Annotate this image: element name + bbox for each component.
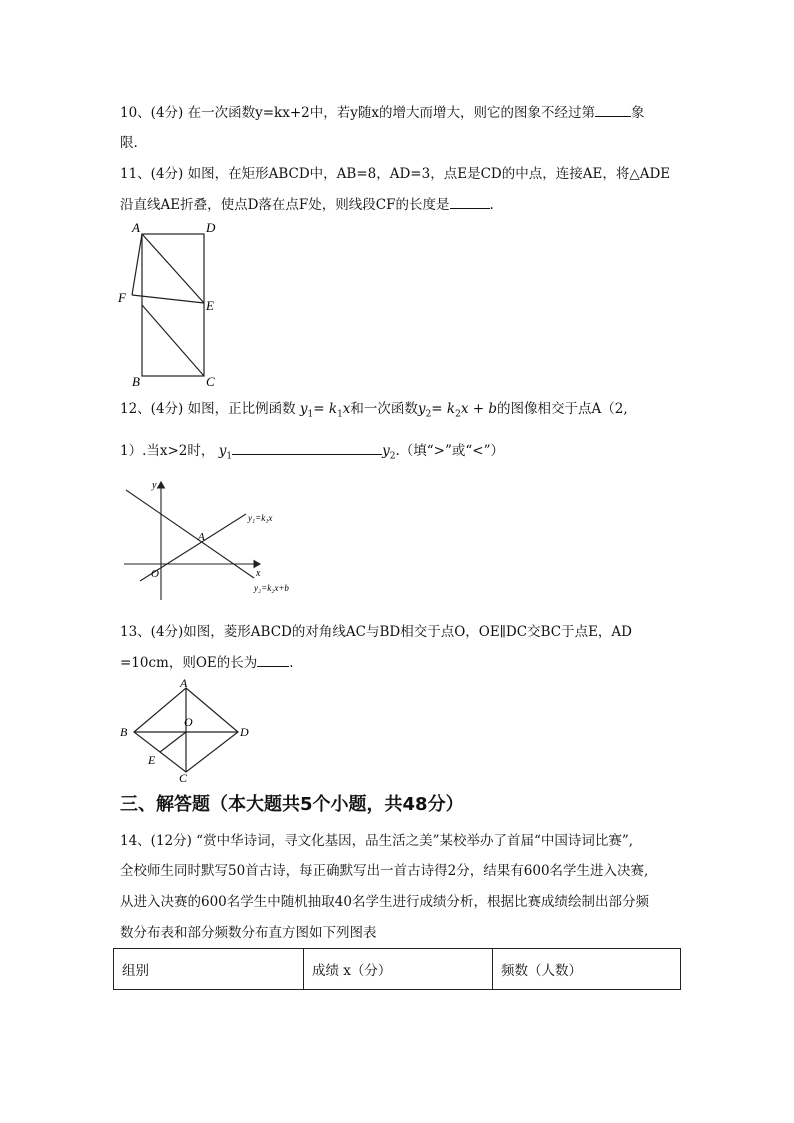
line-y2 xyxy=(126,490,254,578)
q14-line4: 数分布表和部分频数分布直方图如下列图表 xyxy=(120,925,377,941)
table-header-frequency: 频数（人数） xyxy=(501,963,582,979)
segment-oe xyxy=(160,732,186,752)
label-c: C xyxy=(206,374,215,389)
label-e: E xyxy=(206,298,214,313)
x-axis-label: x xyxy=(256,568,261,579)
label-a: A xyxy=(180,676,188,690)
q11-blank[interactable] xyxy=(450,196,490,209)
q14-line3: 从进入决赛的600名学生中随机抽取40名学生进行成绩分析，根据比赛成绩绘制出部分频 xyxy=(120,894,649,910)
q12-line1: 12、(4分) 如图，正比例函数 $y_1= k_1x$和一次函数$y_2= k_2x + b$的图像相交于点A（2, xyxy=(120,401,628,420)
q14-line2: 全校师生同时默写50首古诗，每正确默写出一首古诗得2分，结果有600名学生进入决赛, xyxy=(120,863,649,879)
q11-figure xyxy=(112,218,232,390)
label-e: E xyxy=(148,753,156,767)
q10-blank[interactable] xyxy=(595,104,631,117)
label-d: D xyxy=(206,220,216,235)
q11-line2: 沿直线AE折叠，使点D落在点F处，则线段CF的长度是 . xyxy=(120,197,494,213)
y-axis-label: y xyxy=(152,480,157,491)
section-heading: 三、解答题（本大题共5个小题，共48分） xyxy=(120,794,464,815)
origin-label: O xyxy=(151,568,159,580)
point-a-label: A xyxy=(198,531,205,543)
q13-line1: 13、(4分)如图，菱形ABCD的对角线AC与BD相交于点O，OE∥DC交BC于点E，AD xyxy=(120,624,633,640)
line-y2-label: y₂=k₂x+b xyxy=(254,583,289,593)
segment-fc xyxy=(142,305,204,376)
table-header-group: 组别 xyxy=(114,949,304,989)
q12-blank[interactable] xyxy=(232,442,382,455)
q13-figure xyxy=(116,676,256,784)
q13-line2: =10cm，则OE的长为 . xyxy=(120,655,294,671)
label-f: F xyxy=(118,290,126,305)
q14-line1: 14、(12分) “赏中华诗词，寻文化基因，品生活之美”某校举办了首届“中国诗词比赛”, xyxy=(120,833,634,849)
label-o: O xyxy=(184,715,193,729)
label-a: A xyxy=(132,220,140,235)
q12-graph xyxy=(118,476,318,606)
segment-fe xyxy=(132,295,204,303)
line-y1-label: y₁=k₁x xyxy=(248,513,273,523)
q12-line2: 1）.当x>2时， $y_1$ $y_2$.（填“>”或“<”） xyxy=(120,443,504,462)
label-b: B xyxy=(132,374,140,389)
q10-line1: 10、(4分) 在一次函数y=kx+2中，若y随x的增大而增大，则它的图象不经过第 象 xyxy=(120,105,645,121)
segment-af xyxy=(132,234,142,295)
label-b: B xyxy=(120,725,128,739)
q11-line1: 11、(4分) 如图，在矩形ABCD中，AB=8，AD=3，点E是CD的中点，连接AE，将△ADE xyxy=(120,166,671,182)
q10-line2: 限. xyxy=(120,135,138,151)
label-c: C xyxy=(179,771,188,784)
segment-ae xyxy=(142,234,204,303)
label-d: D xyxy=(240,725,249,739)
q13-blank[interactable] xyxy=(257,654,289,667)
table-header-score: 成绩 x（分） xyxy=(304,949,493,989)
frequency-table xyxy=(113,948,681,990)
rectangle-abcd xyxy=(142,234,204,376)
